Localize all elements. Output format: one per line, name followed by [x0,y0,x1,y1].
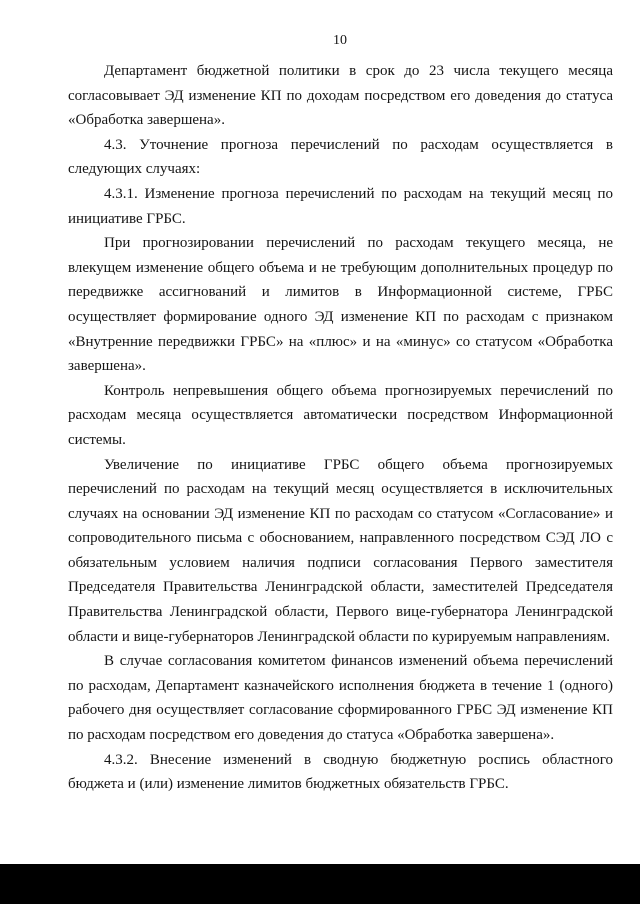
paragraph-forecasting: При прогнозировании перечислений по расходам текущего месяца, не влекущем изменение общего объема и не требующим дополнительных процедур по передвижке ассигнований и лимитов в Информационной системе, ГРБС осуществляет формирование одного ЭД изменение КП по расходам с признаком «Внутренние передвижки ГРБС» на «плюс» и на «минус» со статусом «Обработка завершена». [68,235,613,375]
paragraph-control: Контроль непревышения общего объема прогнозируемых перечислений по расходам месяца осуществляется автоматически посредством Информационной системы. [68,382,613,448]
page-number: 10 [333,33,347,48]
paragraph-budget-policy-approval: Департамент бюджетной политики в срок до 23 числа текущего месяца согласовывает ЭД изменение КП по доходам посредством его доведения до статуса «Обработка завершена». [68,63,613,129]
paragraph-section-4-3-2: 4.3.2. Внесение изменений в сводную бюджетную роспись областного бюджета и (или) изменение лимитов бюджетных обязательств ГРБС. [68,751,613,793]
scan-bottom-border [0,864,640,904]
paragraph-section-4-3: 4.3. Уточнение прогноза перечислений по расходам осуществляется в следующих случаях: [68,136,613,178]
paragraph-section-4-3-1: 4.3.1. Изменение прогноза перечислений по расходам на текущий месяц по инициативе ГРБС. [68,185,613,227]
paragraph-approval-case: В случае согласования комитетом финансов изменений объема перечислений по расходам, Департамент казначейского исполнения бюджета в течение 1 (одного) рабочего дня осуществляет согласование сформированного ГРБС ЭД изменение КП по расходам посредством его доведения до статуса «Обработка завершена». [68,653,613,744]
document-body [68,59,613,797]
paragraph-increase: Увеличение по инициативе ГРБС общего объема прогнозируемых перечислений по расходам на текущий месяц осуществляется в исключительных случаях на основании ЭД изменение КП по расходам со статусом «Согласование» и сопроводительного письма с обоснованием, направленного посредством СЭД ЛО с обязательным условием наличия подписи согласования Первого заместителя Председателя Правительства Ленинградской области, заместителей Председателя Правительства Ленинградской области, Первого вице-губернатора Ленинградской области и вице-губернаторов Ленинградской области по курируемым направлениям. [68,456,613,645]
